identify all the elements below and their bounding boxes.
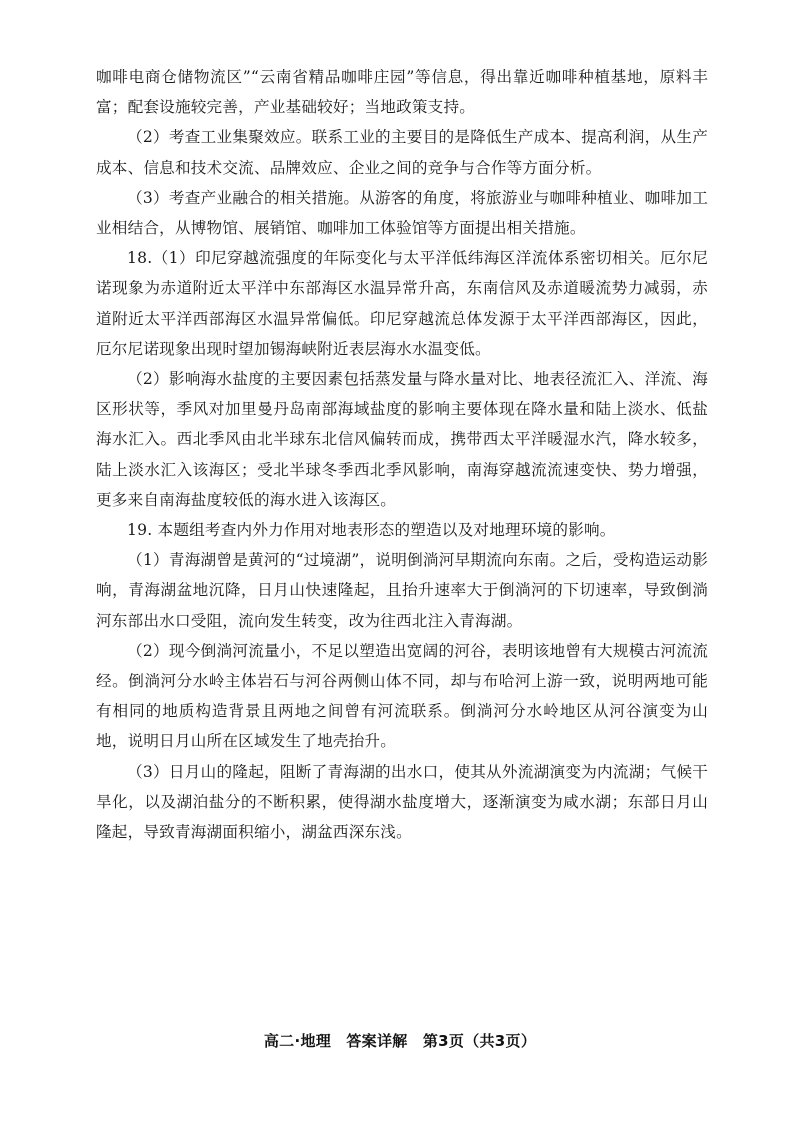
paragraph-19-3: （3）日月山的隆起，阻断了青海湖的出水口，使其从外流湖演变为内流湖；气候干旱化，以及湖泊盐分的不断积累，使得湖水盐度增大，逐渐演变为咸水湖；东部日月山隆起，导致青海湖面积缩小，湖盆西深东浅。 [96,762,708,842]
paragraph-18-2: （2）影响海水盐度的主要因素包括蒸发量与降水量对比、地表径流汇入、洋流、海区形状等，季风对加里曼丹岛南部海域盐度的影响主要体现在降水量和陆上淡水、低盐海水汇入。西北季风由北半球东北信风偏转而成，携带西太平洋暖湿水汽，降水较多，陆上淡水汇入该海区；受北半球冬季西北季风影响，南海穿越流流速变快、势力增强，更多来自南海盐度较低的海水进入该海区。 [96,370,708,509]
paragraph-17-1-continuation: 咖啡电商仓储物流区”“云南省精品咖啡庄园”等信息，得出靠近咖啡种植基地，原料丰富；配套设施较完善，产业基础较好；当地政策支持。 [96,68,708,117]
answer-text-body [96,62,708,847]
paragraph-17-3: （3）考查产业融合的相关措施。从游客的角度，将旅游业与咖啡种植业、咖啡加工业相结合，从博物馆、展销馆、咖啡加工体验馆等方面提出相关措施。 [96,188,708,238]
paragraph-19-1: （1）青海湖曾是黄河的“过境湖”，说明倒淌河早期流向东南。之后，受构造运动影响，青海湖盆地沉降，日月山快速隆起，且抬升速率大于倒淌河的下切速率，导致倒淌河东部出水口受阻，流向发生转变，改为往西北注入青海湖。 [96,551,708,630]
paragraph-17-2: （2）考查工业集聚效应。联系工业的主要目的是降低生产成本、提高利润，从生产成本、信息和技术交流、品牌效应、企业之间的竞争与合作等方面分析。 [96,128,708,177]
paragraph-19-2: （2）现今倒淌河流量小，不足以塑造出宽阔的河谷，表明该地曾有大规模古河流流经。倒淌河分水岭主体岩石与河谷两侧山体不同，却与布哈河上游一致，说明两地可能有相同的地质构造背景且两地之间曾有河流联系。倒淌河分水岭地区从河谷演变为山地，说明日月山所在区域发生了地壳抬升。 [96,641,708,751]
paragraph-19-intro: 19. 本题组考查内外力作用对地表形态的塑造以及对地理环境的影响。 [127,521,616,540]
paragraph-18-1: 18.（1）印尼穿越流强度的年际变化与太平洋低纬海区洋流体系密切相关。厄尔尼诺现象为赤道附近太平洋中东部海区水温异常升高，东南信风及赤道暖流势力减弱，赤道附近太平洋西部海区水温异常偏低。印尼穿越流总体发源于太平洋西部海区，因此，厄尔尼诺现象出现时望加锡海峡附近表层海水水温变低。 [96,249,708,358]
page-footer: 高二·地理 答案详解 第3页（共3页） [263,1032,537,1050]
